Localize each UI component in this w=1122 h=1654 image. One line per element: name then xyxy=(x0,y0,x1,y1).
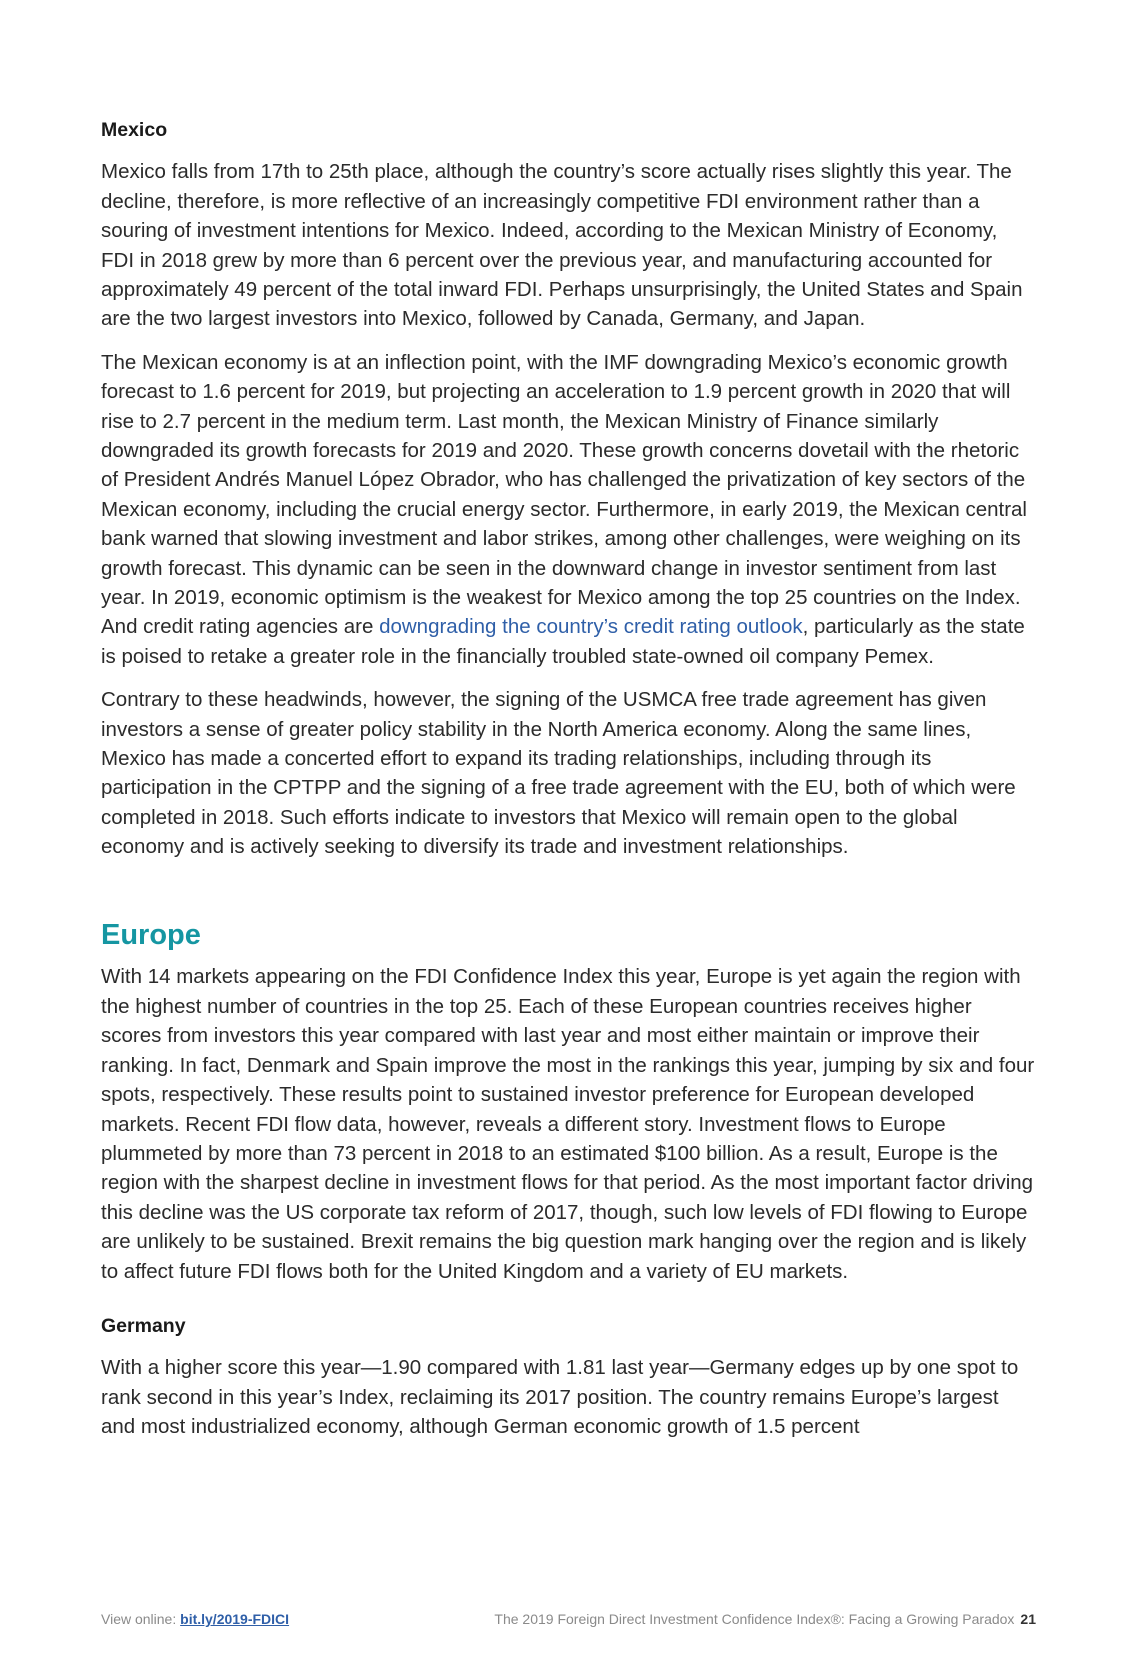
page-content xyxy=(101,118,1036,1456)
report-title: The 2019 Foreign Direct Investment Confidence Index®: Facing a Growing Paradox xyxy=(494,1611,1015,1627)
mexico-paragraph-3: Contrary to these headwinds, however, the signing of the USMCA free trade agreement has given investors a sense of greater policy stability in the North America economy. Along the same lines, Mexico has made a concerted effort to expand its trading relationships, including through its participation in the CPTPP and the signing of a free trade agreement with the EU, both of which were completed in 2018. Such efforts indicate to investors that Mexico will remain open to the global economy and is actively seeking to diversify its trade and investment relationships. xyxy=(101,688,1016,859)
mexico-p2-text-after: , particularly as the state is poised to retake a greater role in the financially troubled state-owned oil company Pemex. xyxy=(101,615,1025,668)
view-online-label: View online: xyxy=(101,1611,177,1627)
europe-heading: Europe xyxy=(101,918,201,951)
page-number: 21 xyxy=(1020,1611,1036,1627)
europe-paragraph-1: With 14 markets appearing on the FDI Confidence Index this year, Europe is yet again the region with the highest number of countries in the top 25. Each of these European countries receives higher scores from investors this year compared with last year and most either maintain or improve their ranking. In fact, Denmark and Spain improve the most in the rankings this year, jumping by six and four spots, respectively. These results point to sustained investor preference for European developed markets. Recent FDI flow data, however, reveals a different story. Investment flows to Europe plummeted by more than 73 percent in 2018 to an estimated $100 billion. As a result, Europe is the region with the sharpest decline in investment flows for that period. As the most important factor driving this decline was the US corporate tax reform of 2017, though, such low levels of FDI flowing to Europe are unlikely to be sustained. Brexit remains the big question mark hanging over the region and is likely to affect future FDI flows both for the United Kingdom and a variety of EU markets. xyxy=(101,965,1035,1283)
germany-paragraph-1: With a higher score this year—1.90 compared with 1.81 last year—Germany edges up by one spot to rank second in this year’s Index, reclaiming its 2017 position. The country remains Europe’s largest and most industrialized economy, although German economic growth of 1.5 percent xyxy=(101,1356,1019,1439)
footer-view-online xyxy=(101,1611,289,1627)
footer-title-block xyxy=(494,1611,1036,1627)
mexico-p2-text-before: The Mexican economy is at an inflection point, with the IMF downgrading Mexico’s economic growth forecast to 1.6 percent for 2019, but projecting an acceleration to 1.9 percent growth in 2020 that will rise to 2.7 percent in the medium term. Last month, the Mexican Ministry of Finance similarly downgraded its growth forecasts for 2019 and 2020. These growth concerns dovetail with the rhetoric of President Andrés Manuel López Obrador, who has challenged the privatization of key sectors of the Mexican economy, including the crucial energy sector. Furthermore, in early 2019, the Mexican central bank warned that slowing investment and labor strikes, among other challenges, were weighing on its growth forecast. This dynamic can be seen in the downward change in investor sentiment from last year. In 2019, economic optimism is the weakest for Mexico among the top 25 countries on the Index. And credit rating agencies are xyxy=(101,350,1027,639)
credit-rating-outlook-link[interactable]: downgrading the country’s credit rating outlook xyxy=(379,615,803,639)
page-footer xyxy=(101,1611,1036,1627)
mexico-paragraph-1: Mexico falls from 17th to 25th place, although the country’s score actually rises slightly this year. The decline, therefore, is more reflective of an increasingly competitive FDI environment rather than a souring of investment intentions for Mexico. Indeed, according to the Mexican Ministry of Economy, FDI in 2018 grew by more than 6 percent over the previous year, and manufacturing accounted for approximately 49 percent of the total inward FDI. Perhaps unsurprisingly, the United States and Spain are the two largest investors into Mexico, followed by Canada, Germany, and Japan. xyxy=(101,160,1023,331)
mexico-heading: Mexico xyxy=(101,119,168,141)
report-url-link[interactable]: bit.ly/2019-FDICI xyxy=(180,1611,290,1627)
germany-heading: Germany xyxy=(101,1314,186,1337)
mexico-paragraph-2 xyxy=(101,348,1036,671)
